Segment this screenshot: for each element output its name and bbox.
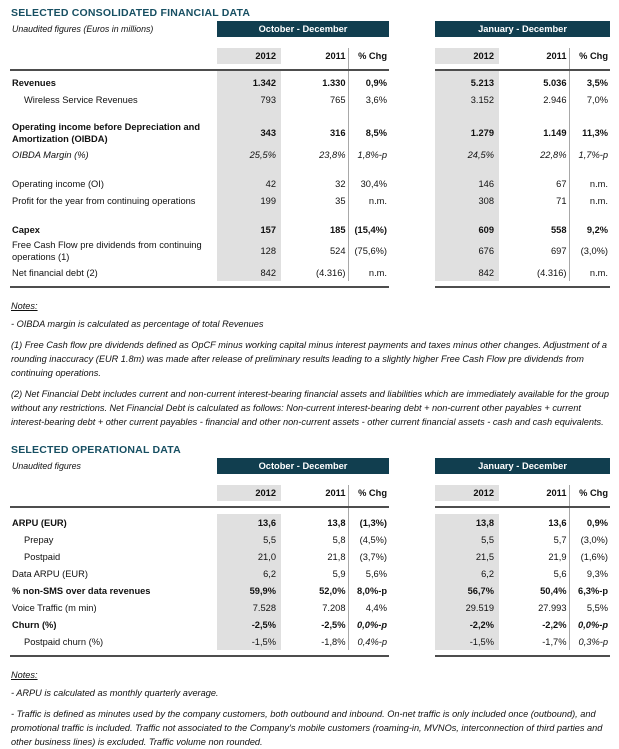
cell [389, 650, 435, 656]
cell [435, 281, 499, 287]
cell-od-2011: 35 [335, 195, 346, 206]
cell-jd-chg: (3,0%) [569, 531, 610, 548]
cell-od-chg: 4,4% [348, 599, 389, 616]
financial-table [10, 21, 610, 288]
column-gap [389, 238, 435, 264]
cell [435, 507, 499, 514]
col-header-chg: % Chg [569, 485, 610, 507]
column-gap [389, 616, 435, 633]
col-header-2011: 2011 [281, 48, 348, 70]
cell [569, 281, 610, 287]
cell-jd-chg: 7,0% [569, 91, 610, 108]
column-gap [389, 175, 435, 192]
column-gap [389, 221, 435, 238]
cell-od-chg: (15,4%) [348, 221, 389, 238]
cell [499, 108, 569, 120]
cell-od-2011: 524 [329, 246, 346, 256]
cell-jd-chg: n.m. [569, 175, 610, 192]
cell-jd-chg: 0,0%-p [569, 616, 610, 633]
cell [499, 507, 569, 514]
cell [10, 209, 217, 221]
cell-od-2011: 765 [329, 94, 346, 105]
cell-jd-2011: 1.149 [543, 128, 567, 138]
row-label: Voice Traffic (m min) [12, 602, 97, 613]
table-row [10, 175, 610, 192]
cell-jd-2012: 3.152 [435, 91, 499, 108]
cell-jd-chg: (1,6%) [569, 548, 610, 565]
cell-jd-2012: 1.279 [435, 120, 499, 146]
cell-od-chg: (75,6%) [348, 238, 389, 264]
table-row [10, 616, 610, 633]
column-header-row [10, 485, 610, 507]
cell [435, 650, 499, 656]
cell-od-2011: 52,0% [319, 585, 346, 596]
cell-od-chg: (1,3%) [348, 514, 389, 531]
cell-jd-2012: 146 [435, 175, 499, 192]
table-row [10, 74, 610, 91]
spacer-row [10, 37, 610, 48]
cell-jd-2012: 56,7% [435, 582, 499, 599]
table-row [10, 192, 610, 209]
column-gap [389, 514, 435, 531]
cell [569, 507, 610, 514]
column-gap [389, 192, 435, 209]
cell-od-chg: 0,0%-p [348, 616, 389, 633]
cell-od-2012: 25,5% [217, 146, 281, 163]
table-row [10, 514, 610, 531]
cell [281, 209, 348, 221]
cell [217, 650, 281, 656]
row-label: OIBDA Margin (%) [12, 149, 89, 160]
cell-jd-chg: 6,3%-p [569, 582, 610, 599]
cell-od-2012: 42 [217, 175, 281, 192]
column-gap [389, 74, 435, 91]
table-row [10, 548, 610, 565]
cell-od-2012: 157 [217, 221, 281, 238]
cell-jd-2012: 609 [435, 221, 499, 238]
column-header-row [10, 48, 610, 70]
cell-od-2012: 842 [217, 264, 281, 281]
note-item: - OIBDA margin is calculated as percentage of total Revenues [11, 319, 264, 329]
cell [217, 281, 281, 287]
cell-od-2011: 1.330 [322, 77, 346, 88]
cell-jd-chg: 0,9% [569, 514, 610, 531]
note-item: (2) Net Financial Debt includes current and non-current interest-bearing financial assets and liabilities which are immediately available for the group without any restrictions. Net Financial Debt is calculated as follows: Non-current interest-bearing debt + non-current other payables + current interest-bearing debt + other current payables - financial and other non-current assets - other current financial assets - cash and cash equivalents. [11, 389, 610, 427]
section-operational [10, 444, 609, 749]
column-gap [389, 485, 435, 507]
notes-financial [11, 301, 609, 429]
cell-jd-2011: 27.993 [538, 602, 567, 613]
col-header-chg: % Chg [569, 48, 610, 70]
cell [10, 507, 217, 514]
cell [348, 650, 389, 656]
cell-jd-chg: 5,5% [569, 599, 610, 616]
cell-od-2012: -1,5% [217, 633, 281, 650]
row-label: Operating income (OI) [12, 178, 104, 189]
column-gap [389, 108, 435, 120]
cell-od-chg: 0,4%-p [348, 633, 389, 650]
row-label: Free Cash Flow pre dividends from continuing operations (1) [12, 240, 202, 262]
column-gap [389, 163, 435, 175]
cell-jd-chg: n.m. [569, 264, 610, 281]
cell-od-2012: 59,9% [217, 582, 281, 599]
cell [569, 650, 610, 656]
row-label: Revenues [12, 77, 56, 88]
column-group-oct-dec: October - December [217, 21, 389, 37]
table-subtitle: Unaudited figures (Euros in millions) [12, 24, 154, 34]
cell-jd-2011: 5.036 [543, 77, 567, 88]
table-subtitle: Unaudited figures [12, 461, 81, 471]
cell [389, 281, 435, 287]
column-group-header-row [10, 458, 610, 474]
cell-od-2012: 128 [217, 238, 281, 264]
cell-od-2012: 1.342 [217, 74, 281, 91]
cell [217, 163, 281, 175]
cell [348, 281, 389, 287]
table-bottom-rule [10, 281, 610, 287]
column-gap [389, 91, 435, 108]
note-item: - Traffic is defined as minutes used by the company customers, both outbound and inbound. On-net traffic is only included once (outbound), and promotional traffic is included. Traffic not associated to the Company's mobile customers (roaming-in, MVNOs, interconnection of third parties and other business lines) is excluded. Traffic volume non rounded. [11, 709, 603, 747]
cell-jd-2011: 67 [556, 178, 567, 189]
cell-od-2012: 7.528 [217, 599, 281, 616]
cell-od-chg: n.m. [348, 264, 389, 281]
cell [10, 108, 217, 120]
column-gap [389, 146, 435, 163]
column-group-jan-dec: January - December [435, 21, 610, 37]
cell-jd-chg: n.m. [569, 192, 610, 209]
column-gap [389, 458, 435, 474]
cell-jd-2012: 13,8 [435, 514, 499, 531]
cell-od-2011: 5,8 [332, 534, 346, 545]
table-row [10, 531, 610, 548]
operational-table [10, 458, 610, 657]
table-row [10, 565, 610, 582]
table-row [10, 221, 610, 238]
cell-jd-2011: (4.316) [537, 267, 567, 278]
cell-od-2012: 13,6 [217, 514, 281, 531]
col-header-chg: % Chg [348, 485, 389, 507]
cell-od-2011: (4.316) [316, 267, 346, 278]
cell-jd-2011: 21,9 [548, 551, 567, 562]
cell [348, 108, 389, 120]
cell-jd-2011: 50,4% [540, 585, 567, 596]
cell [348, 163, 389, 175]
cell-jd-2011: 558 [550, 224, 567, 235]
cell-od-2012: 199 [217, 192, 281, 209]
column-gap [389, 209, 435, 221]
cell-jd-2011: 5,6 [553, 568, 567, 579]
cell [435, 209, 499, 221]
col-header-2012-label: 2012 [435, 48, 499, 64]
notes-operational [11, 670, 609, 749]
spacer-row [10, 474, 610, 485]
column-header-empty [10, 485, 217, 507]
cell-jd-2012: 6,2 [435, 565, 499, 582]
cell [499, 163, 569, 175]
cell [435, 108, 499, 120]
cell-jd-2011: 5,7 [553, 534, 567, 545]
cell-od-chg: 30,4% [348, 175, 389, 192]
cell-jd-2012: 308 [435, 192, 499, 209]
column-gap [389, 582, 435, 599]
cell-od-2011: 316 [329, 128, 346, 138]
cell-od-chg: 0,9% [348, 74, 389, 91]
cell-od-2012: 6,2 [217, 565, 281, 582]
section-title-operational: SELECTED OPERATIONAL DATA [11, 444, 181, 456]
cell-jd-chg: 9,3% [569, 565, 610, 582]
col-header-2012-label: 2012 [217, 485, 281, 501]
column-header-empty [10, 48, 217, 70]
row-label: % non-SMS over data revenues [12, 585, 151, 596]
row-label: Data ARPU (EUR) [12, 568, 88, 579]
col-header-2012 [435, 48, 499, 70]
column-gap [389, 48, 435, 70]
column-gap [389, 21, 435, 37]
cell-jd-chg: (3,0%) [569, 238, 610, 264]
cell-jd-2012: -2,2% [435, 616, 499, 633]
cell-od-2012: 21,0 [217, 548, 281, 565]
cell-od-2011: 23,8% [319, 149, 346, 160]
row-label: Net financial debt (2) [12, 267, 98, 278]
row-label: Operating income before Depreciation and Amortization (OIBDA) [12, 122, 201, 144]
col-header-2012-label: 2012 [435, 485, 499, 501]
cell-od-2011: 13,8 [327, 517, 346, 528]
cell-od-chg: (3,7%) [348, 548, 389, 565]
column-gap [389, 565, 435, 582]
row-label: Capex [12, 224, 40, 235]
table-row [10, 633, 610, 650]
cell [435, 163, 499, 175]
col-header-2011: 2011 [281, 485, 348, 507]
cell [499, 650, 569, 656]
cell [281, 281, 348, 287]
cell-jd-2012: 29.519 [435, 599, 499, 616]
cell-od-chg: n.m. [348, 192, 389, 209]
cell [348, 507, 389, 514]
cell [10, 163, 217, 175]
cell-jd-2011: -1,7% [542, 636, 567, 647]
cell-jd-2012: 842 [435, 264, 499, 281]
table-row [10, 238, 610, 264]
notes-heading: Notes: [11, 301, 38, 311]
cell-jd-chg: 3,5% [569, 74, 610, 91]
cell-jd-2012: -1,5% [435, 633, 499, 650]
cell-od-2011: -1,8% [321, 636, 346, 647]
note-item: (1) Free Cash flow pre dividends defined as OpCF minus working capital minus interest payments and taxes minus other changes. Adjustment of a rounding inaccuracy (EUR 1.8m) was made after release of preliminary results leading to a slightly higher Free Cash Flow pre dividends from continuing operations. [11, 340, 607, 378]
table-row [10, 582, 610, 599]
cell-od-chg: 8,5% [348, 120, 389, 146]
cell [281, 650, 348, 656]
cell-jd-chg: 9,2% [569, 221, 610, 238]
cell-jd-2012: 5,5 [435, 531, 499, 548]
cell [499, 209, 569, 221]
row-label: Wireless Service Revenues [24, 94, 138, 105]
table-row [10, 146, 610, 163]
col-header-2011: 2011 [499, 48, 569, 70]
row-label: Profit for the year from continuing operations [12, 195, 196, 206]
cell-od-2012: 793 [217, 91, 281, 108]
row-label: Postpaid [24, 551, 61, 562]
cell [569, 163, 610, 175]
cell-od-2012: 5,5 [217, 531, 281, 548]
cell-jd-2011: 697 [550, 246, 567, 256]
cell-jd-2012: 21,5 [435, 548, 499, 565]
col-header-2011: 2011 [499, 485, 569, 507]
cell [217, 108, 281, 120]
cell [499, 281, 569, 287]
column-group-jan-dec: January - December [435, 458, 610, 474]
table-row [10, 264, 610, 281]
cell-jd-chg: 11,3% [569, 120, 610, 146]
cell-od-chg: 5,6% [348, 565, 389, 582]
cell [569, 108, 610, 120]
cell [281, 507, 348, 514]
cell-jd-2011: 13,6 [548, 517, 567, 528]
col-header-2012 [435, 485, 499, 507]
column-gap [389, 531, 435, 548]
table-row [10, 599, 610, 616]
column-gap [389, 548, 435, 565]
section-title-financial: SELECTED CONSOLIDATED FINANCIAL DATA [11, 7, 251, 19]
column-group-header-row [10, 21, 610, 37]
spacer-row [10, 507, 610, 514]
note-item: - ARPU is calculated as monthly quarterly average. [11, 688, 219, 698]
section-financial [10, 7, 609, 429]
cell-od-2011: -2,5% [321, 619, 346, 630]
spacer-row [10, 209, 610, 221]
cell-od-chg: 3,6% [348, 91, 389, 108]
notes-heading: Notes: [11, 670, 38, 680]
col-header-2012 [217, 48, 281, 70]
column-gap [389, 599, 435, 616]
cell [281, 163, 348, 175]
row-label: ARPU (EUR) [12, 517, 67, 528]
cell-od-2011: 32 [335, 178, 346, 189]
row-label: Churn (%) [12, 619, 57, 630]
table-row [10, 91, 610, 108]
cell [10, 281, 217, 287]
cell-od-2012: 343 [217, 120, 281, 146]
column-gap [389, 264, 435, 281]
cell-jd-2012: 5.213 [435, 74, 499, 91]
cell-jd-2012: 24,5% [435, 146, 499, 163]
row-label: Postpaid churn (%) [24, 636, 104, 647]
table-row [10, 120, 610, 146]
cell [348, 209, 389, 221]
cell-jd-2011: 22,8% [540, 149, 567, 160]
cell [217, 507, 281, 514]
table-bottom-rule [10, 650, 610, 656]
cell-jd-2012: 676 [435, 238, 499, 264]
cell [569, 209, 610, 221]
cell-od-chg: 8,0%-p [348, 582, 389, 599]
column-gap [389, 507, 435, 514]
cell-jd-2011: 71 [556, 195, 567, 206]
cell-od-chg: (4,5%) [348, 531, 389, 548]
cell-od-2011: 5,9 [332, 568, 346, 579]
spacer-row [10, 108, 610, 120]
cell-od-2012: -2,5% [217, 616, 281, 633]
row-label: Prepay [24, 534, 54, 545]
cell-jd-chg: 1,7%-p [569, 146, 610, 163]
cell-jd-2011: -2,2% [542, 619, 567, 630]
cell-jd-chg: 0,3%-p [569, 633, 610, 650]
cell [10, 650, 217, 656]
cell-jd-2011: 2.946 [543, 94, 567, 105]
cell-od-chg: 1,8%-p [348, 146, 389, 163]
col-header-2012-label: 2012 [217, 48, 281, 64]
cell-od-2011: 7.208 [322, 602, 346, 613]
column-gap [389, 633, 435, 650]
cell [217, 209, 281, 221]
cell-od-2011: 21,8 [327, 551, 346, 562]
spacer-row [10, 163, 610, 175]
column-group-oct-dec: October - December [217, 458, 389, 474]
cell-od-2011: 185 [329, 224, 346, 235]
column-gap [389, 120, 435, 146]
cell [281, 108, 348, 120]
col-header-chg: % Chg [348, 48, 389, 70]
col-header-2012 [217, 485, 281, 507]
